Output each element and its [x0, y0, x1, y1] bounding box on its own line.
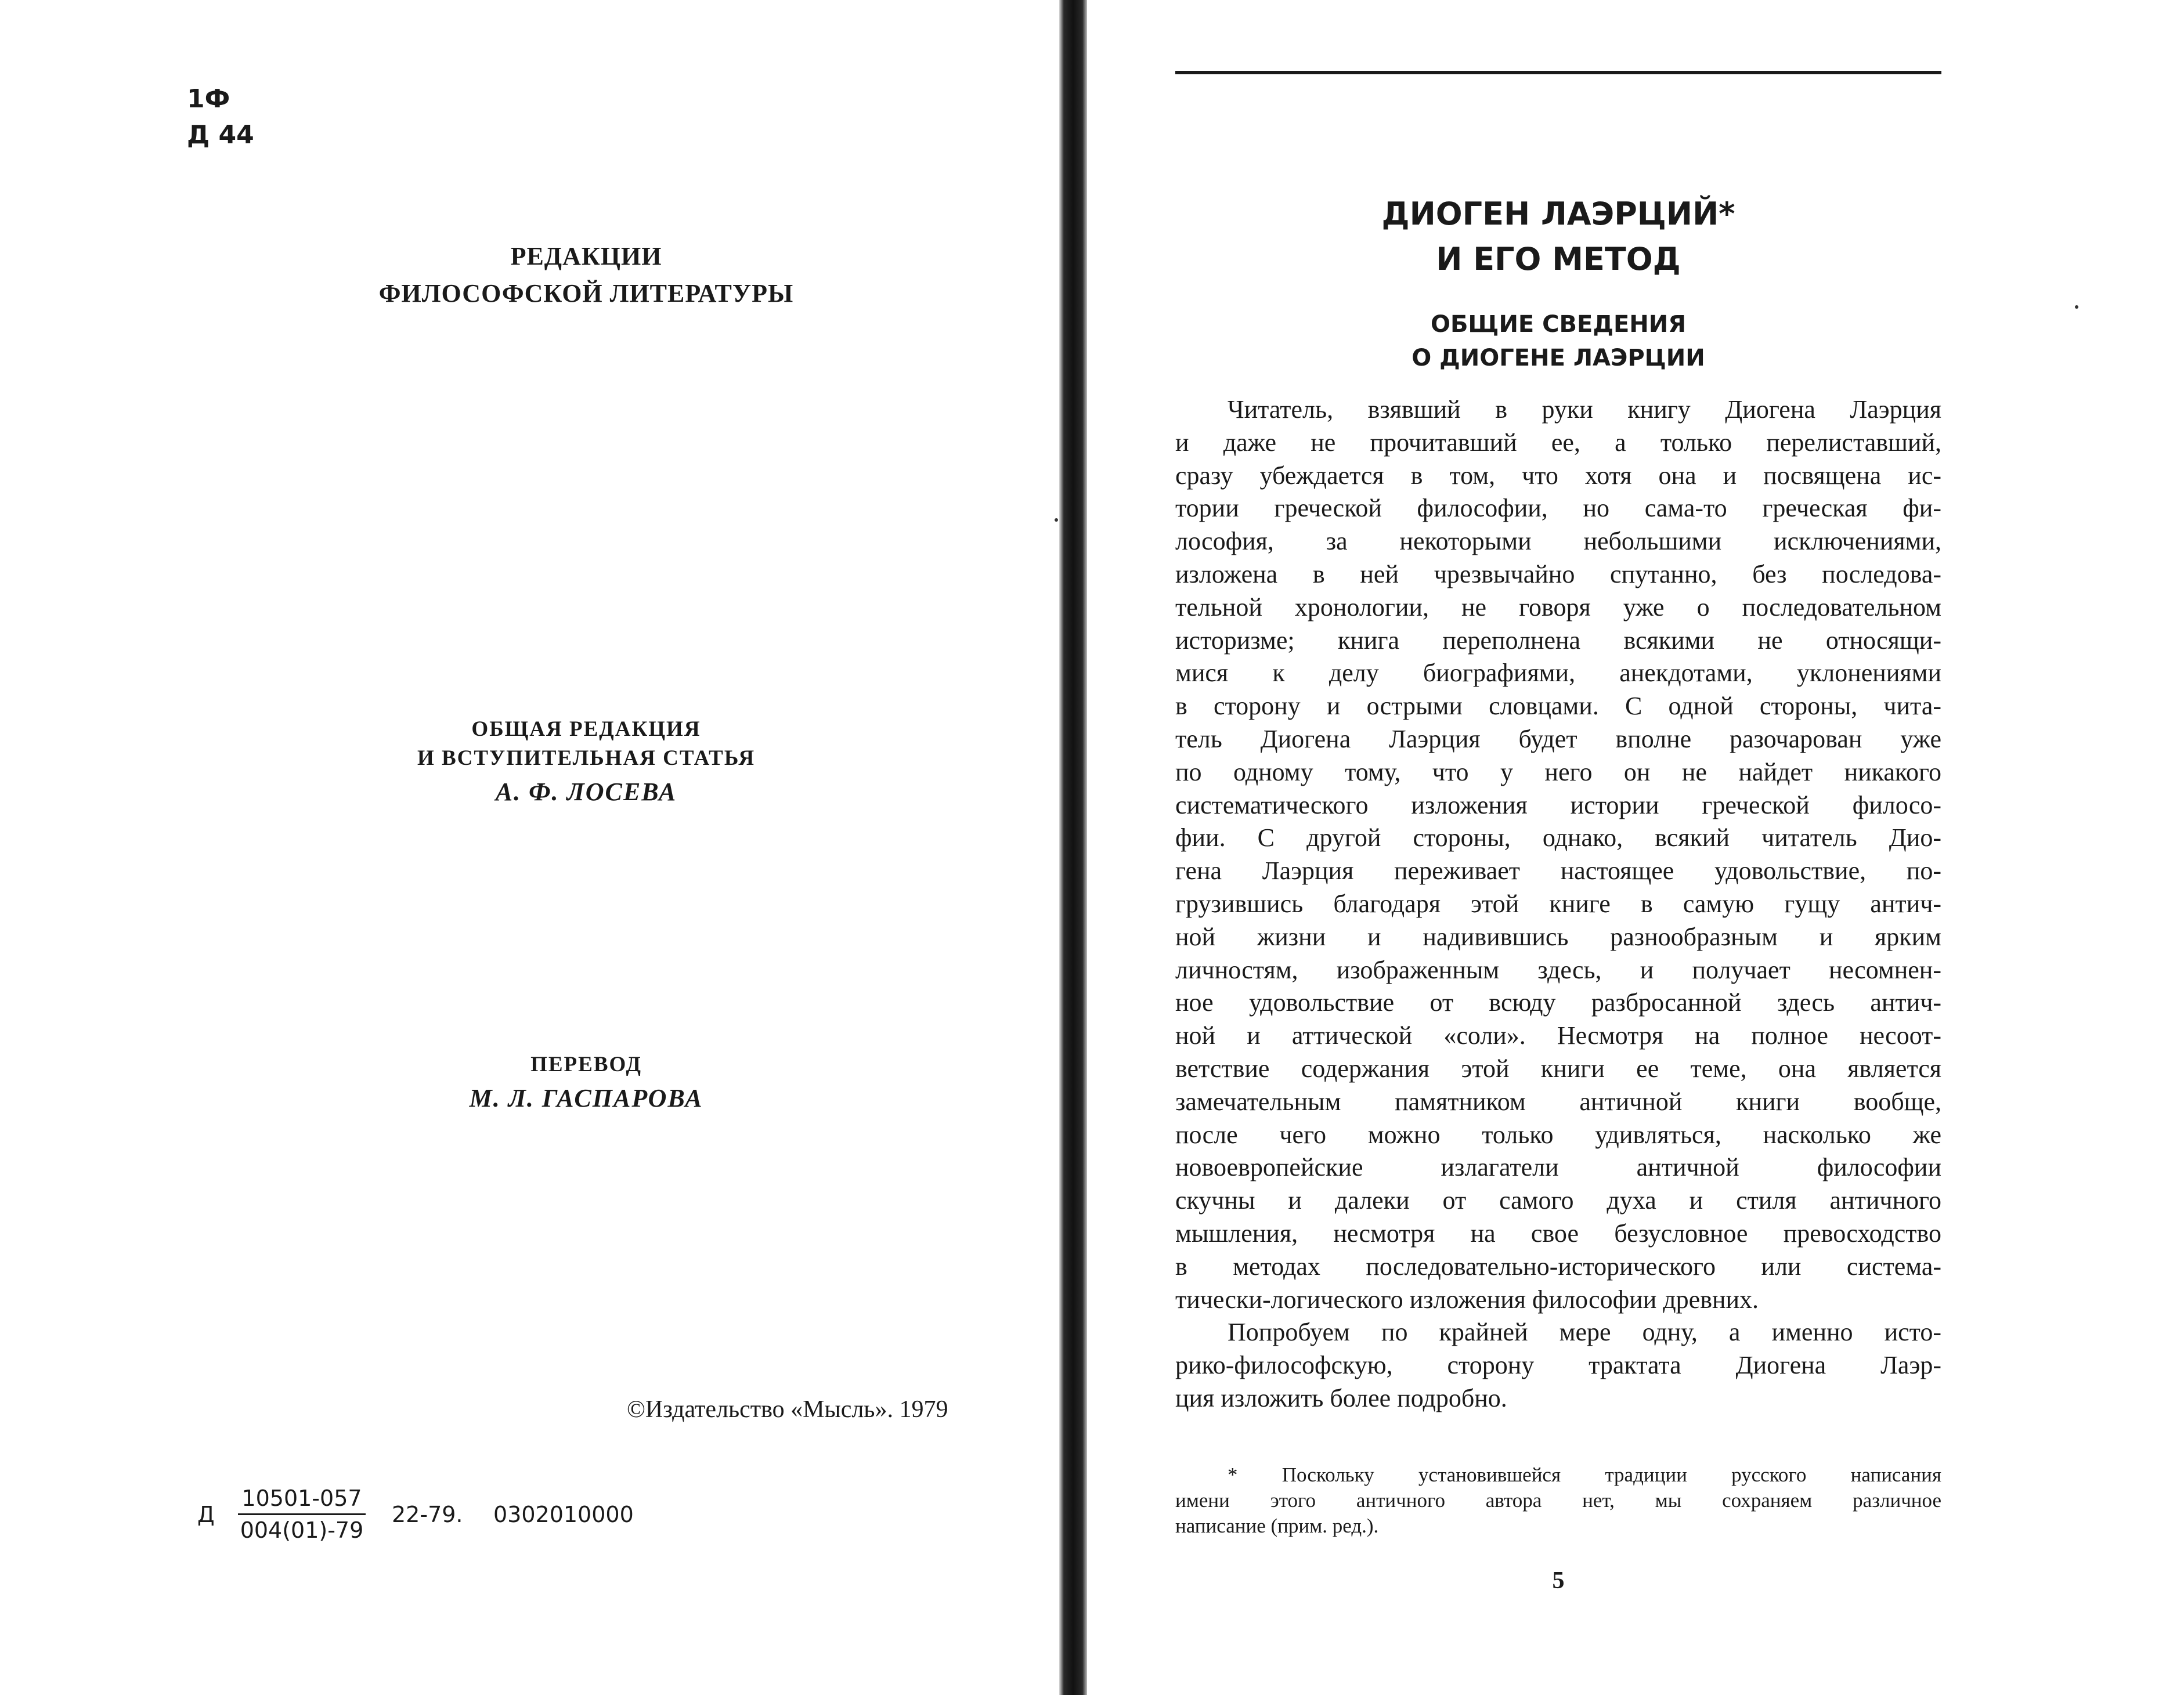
top-rule	[1175, 71, 1941, 74]
body-line: мышления, несмотря на свое безусловное превосходство	[1175, 1219, 1941, 1248]
bbk-line: Д 44	[187, 120, 254, 150]
section-title-line: О ДИОГЕНЕ ЛАЭРЦИИ	[1412, 345, 1705, 371]
pubcode-number: 0302010000	[493, 1502, 634, 1527]
body-line: фии. С другой стороны, однако, всякий читатель Дио-	[1175, 823, 1941, 852]
body-line: мися к делу биографиями, анекдотами, уклонениями	[1175, 659, 1941, 688]
bbk-line: 1Ф	[187, 84, 230, 114]
body-line: ной жизни и надивившись разнообразным и ярким	[1175, 922, 1941, 951]
chapter-title	[1175, 191, 1941, 282]
body-line: сразу убеждается в том, что хотя она и посвящена ис-	[1175, 461, 1941, 490]
footnote-line: имени этого античного автора нет, мы сохраняем различное	[1175, 1489, 1941, 1512]
body-line: ция изложить более подробно.	[1175, 1383, 1507, 1412]
body-line: скучны и далеки от самого духа и стиля античного	[1175, 1186, 1941, 1215]
body-line: систематического изложения истории греческой филосо-	[1175, 790, 1941, 819]
copyright-notice: ©Издательство «Мысль». 1979	[627, 1396, 948, 1423]
body-line: тель Диогена Лаэрция будет вполне разочарован уже	[1175, 724, 1941, 753]
chapter-title-line: И ЕГО МЕТОД	[1436, 241, 1681, 277]
editor-block	[290, 715, 882, 811]
publisher-line: ФИЛОСОФСКОЙ ЛИТЕРАТУРЫ	[378, 279, 794, 308]
body-line: в методах последовательно-исторического или система-	[1175, 1252, 1941, 1281]
body-line: новоевропейские излагатели античной философии	[1175, 1153, 1941, 1182]
section-title-line: ОБЩИЕ СВЕДЕНИЯ	[1430, 311, 1687, 338]
right-page	[1097, 0, 2184, 1695]
body-line: лософия, за некоторыми небольшими исключениями,	[1175, 527, 1941, 556]
editor-name: А. Ф. ЛОСЕВА	[495, 778, 677, 806]
body-line: грузившись благодаря этой книге в самую гущу антич-	[1175, 889, 1941, 918]
body-line: тически-логического изложения философии древних.	[1175, 1285, 1759, 1314]
editor-line: ОБЩАЯ РЕДАКЦИЯ	[471, 717, 701, 741]
section-title	[1175, 308, 1941, 375]
pubcode-series: 22-79.	[392, 1502, 463, 1527]
body-line: Попробуем по крайней мере одну, а именно исто-	[1228, 1318, 1941, 1347]
body-line: Читатель, взявший в руки книгу Диогена Лаэрция	[1228, 395, 1941, 424]
pubcode-letter: Д	[197, 1502, 215, 1527]
body-line: в сторону и острыми словцами. С одной стороны, чита-	[1175, 692, 1941, 721]
chapter-title-line: ДИОГЕН ЛАЭРЦИЙ*	[1381, 196, 1735, 232]
translator-block	[290, 1050, 882, 1118]
footnote-line: написание (прим. ред.).	[1175, 1515, 1379, 1537]
editor-line: И ВСТУПИТЕЛЬНАЯ СТАТЬЯ	[417, 746, 756, 770]
body-line: после чего можно только удивляться, насколько же	[1175, 1120, 1941, 1149]
body-line: тельной хронологии, не говоря уже о последовательном	[1175, 592, 1941, 621]
book-spine	[1059, 0, 1087, 1695]
body-line: замечательным памятником античной книги вообще,	[1175, 1087, 1941, 1116]
page-number: 5	[1552, 1567, 1565, 1594]
body-line: ной и аттической «соли». Несмотря на полное несоот-	[1175, 1021, 1941, 1050]
left-page	[0, 0, 1068, 1695]
pubcode-fraction	[238, 1486, 366, 1543]
body-line: изложена в ней чрезвычайно спутанно, без последова-	[1175, 559, 1941, 588]
bbk-index	[187, 81, 254, 153]
footnote	[1175, 1462, 1941, 1539]
footnote-line: * Поскольку установившейся традиции русского написания	[1228, 1463, 1941, 1486]
body-line: тории греческой философии, но сама-то греческая фи-	[1175, 494, 1941, 523]
body-line: историзме; книга переполнена всякими не относящи-	[1175, 626, 1941, 655]
pubcode-denominator: 004(01)-79	[240, 1517, 364, 1543]
translator-name: М. Л. ГАСПАРОВА	[469, 1084, 703, 1112]
speck	[1055, 518, 1058, 522]
body-line: ветствие содержания этой книги ее теме, она является	[1175, 1054, 1941, 1083]
body-line: по одному тому, что у него он не найдет никакого	[1175, 757, 1941, 786]
body-text	[1175, 393, 1941, 1415]
body-line: ное удовольствие от всюду разбросанной здесь антич-	[1175, 988, 1941, 1017]
body-line: личностям, изображенным здесь, и получает несомнен-	[1175, 955, 1941, 984]
pubcode-numerator: 10501-057	[238, 1486, 366, 1515]
translator-label: ПЕРЕВОД	[530, 1053, 642, 1076]
body-line: гена Лаэрция переживает настоящее удовольствие, по-	[1175, 856, 1941, 886]
publisher-line: РЕДАКЦИИ	[510, 242, 662, 270]
body-line: рико-философскую, сторону трактата Диогена Лаэр-	[1175, 1351, 1941, 1380]
publisher-block	[290, 238, 882, 312]
body-line: и даже не прочитавший ее, а только перелиставший,	[1175, 428, 1941, 457]
speck	[2075, 305, 2078, 309]
